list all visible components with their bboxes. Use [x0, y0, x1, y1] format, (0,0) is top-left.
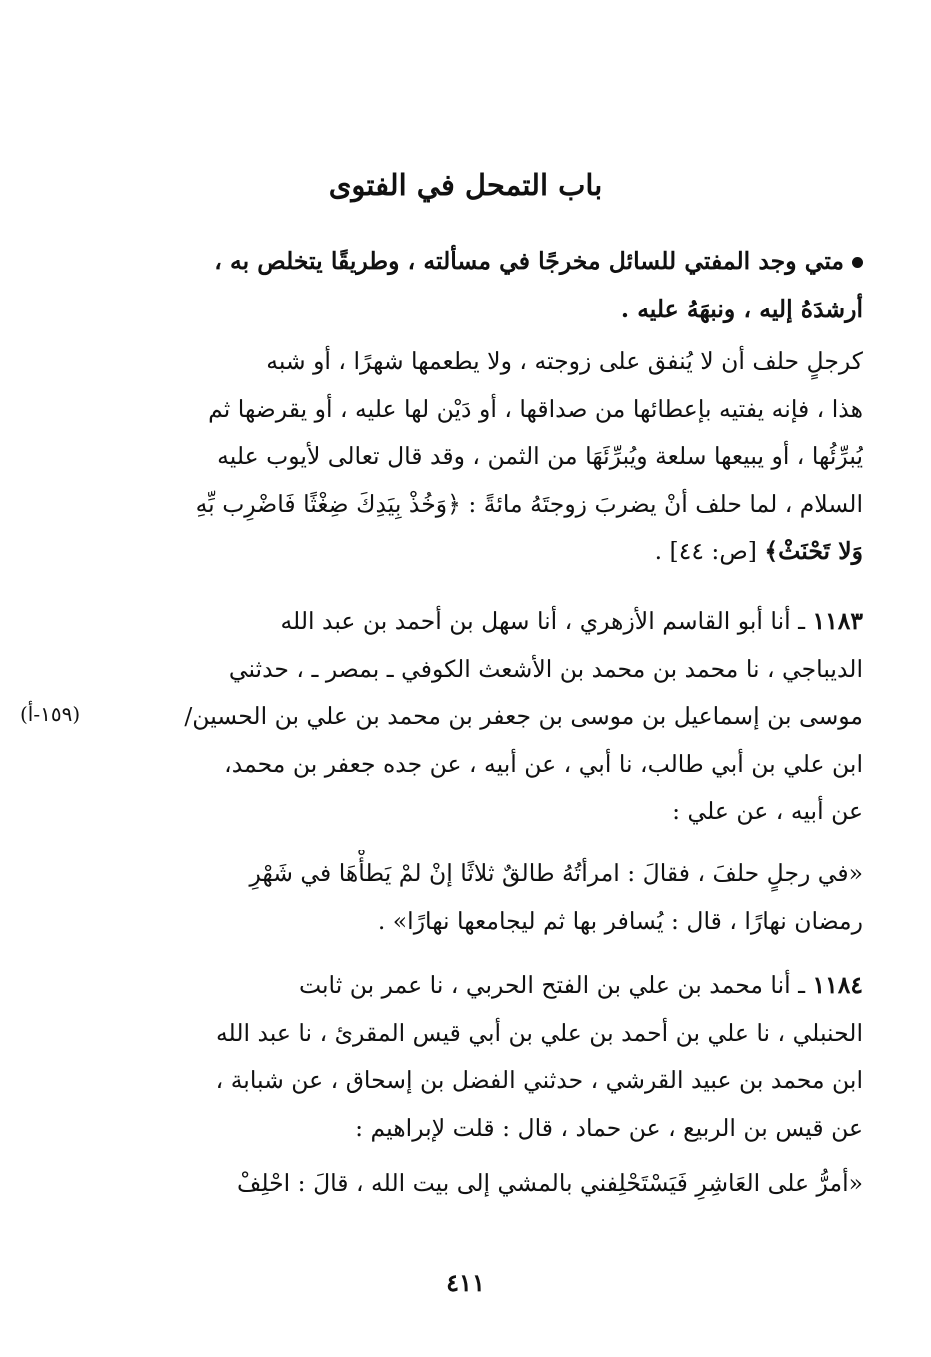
chapter-title: باب التمحل في الفتوى: [328, 168, 603, 202]
quote-1183: [128, 850, 863, 945]
quote-line: «أمرُّ على العَاشِرِ فَيَسْتَحْلِفني بالمشي إلى بيت الله ، قالَ : احْلِفْ: [237, 1169, 863, 1197]
quran-verse: وَلا تَحْنَثْ﴾: [764, 537, 863, 565]
example-line: كرجلٍ حلف أن لا يُنفق على زوجته ، ولا يطعمها شهرًا ، أو شبه: [266, 347, 863, 375]
hadith-line: ابن علي بن أبي طالب، نا أبي ، عن أبيه ، عن جده جعفر بن محمد،: [224, 749, 863, 778]
example-line: السلام ، لما حلف أنْ يضربَ زوجتَهُ مائةً : ﴿وَخُذْ بِيَدِكَ ضِغْثًا فَاضْرِب بِّهِ: [195, 489, 863, 518]
hadith-line: عن قيس بن الربيع ، عن حماد ، قال : قلت لإبراهيم :: [355, 1113, 863, 1142]
hadith-number: ١١٨٣: [812, 607, 863, 635]
hadith-line: ١١٨٣ ـ أنا أبو القاسم الأزهري ، أنا سهل بن أحمد بن عبد الله: [280, 607, 863, 635]
verse-reference: [ص: ٤٤] .: [654, 537, 757, 565]
quote-1184: [128, 1160, 863, 1208]
hadith-1183: [128, 598, 863, 836]
quote-line: «في رجلٍ حلفَ ، فقالَ : امرأتُهُ طالقٌ ثلاثًا إنْ لمْ يَطأْهَا في شَهْرِ: [249, 859, 863, 887]
intro-line: أرشدَهُ إليه ، ونبهَهُ عليه .: [620, 294, 863, 323]
example-line: هذا ، فإنه يفتيه بإعطائها من صداقها ، أو دَيْن لها عليه ، أو يقرضها ثم: [208, 394, 863, 423]
hadith-line: ابن محمد بن عبيد القرشي ، حدثني الفضل بن إسحاق ، عن شبابة ،: [215, 1066, 863, 1094]
intro-paragraph: [128, 238, 863, 333]
hadith-line: ١١٨٤ ـ أنا محمد بن علي بن الفتح الحربي ، نا عمر بن ثابت: [298, 971, 863, 999]
hadith-1184: [128, 962, 863, 1152]
hadith-line: موسى بن إسماعيل بن موسى بن جعفر بن محمد بن علي بن الحسين/: [184, 702, 863, 730]
hadith-number: ١١٨٤: [812, 971, 863, 999]
hadith-line: الديباجي ، نا محمد بن محمد بن الأشعث الكوفي ـ بمصر ـ ، حدثني: [228, 654, 863, 683]
page-number: ٤١١: [446, 1268, 485, 1297]
manuscript-folio-note: (١٥٩-أ): [20, 702, 81, 726]
hadith-line: عن أبيه ، عن علي :: [672, 797, 863, 825]
example-paragraph: [128, 338, 863, 576]
bullet-icon: [852, 257, 863, 268]
example-line: [128, 528, 863, 576]
quote-line: رمضان نهارًا ، قال : يُسافر بها ثم ليجامعها نهارًا» .: [377, 906, 863, 935]
example-line: يُبرِّئُها ، أو يبيعها سلعة ويُبرِّئَهَا من الثمن ، وقد قال تعالى لأيوب عليه: [217, 442, 863, 470]
intro-line: متي وجد المفتي للسائل مخرجًا في مسألته ، وطريقًا يتخلص به ،: [128, 238, 863, 286]
hadith-line: الحنبلي ، نا علي بن أحمد بن علي بن أبي قيس المقرئ ، نا عبد الله: [215, 1018, 863, 1047]
